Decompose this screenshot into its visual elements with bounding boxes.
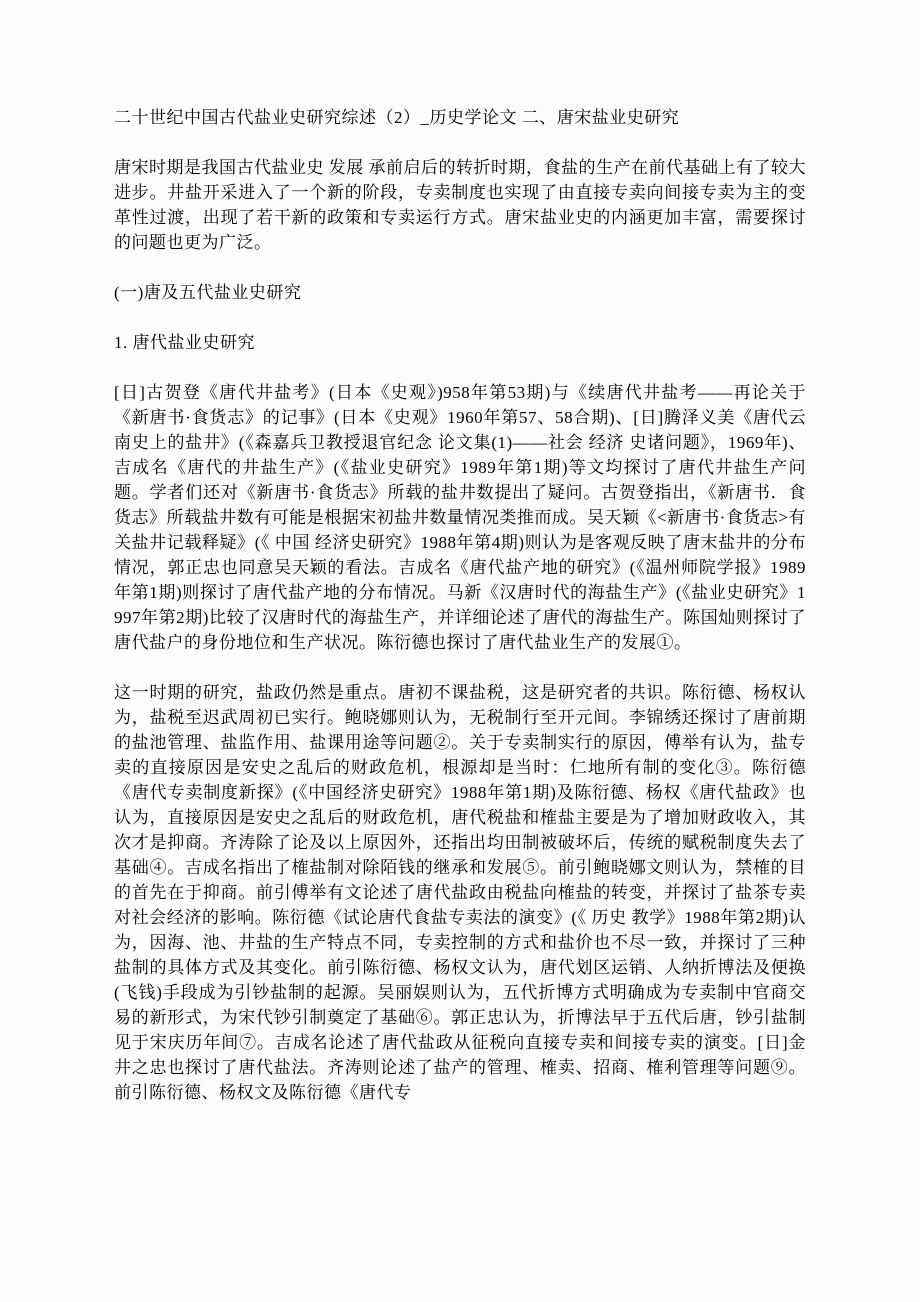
- document-title: 二十世纪中国古代盐业史研究综述（2）_历史学论文 二、唐宋盐业史研究: [114, 108, 680, 127]
- paragraph-tang-well-salt-production: [日]古贺登《唐代井盐考》(日本《史观》)958年第53期)与《续唐代井盐考——再论关于《新唐书·食货志》的记事》(日本《史观》1960年第57、58合期)、[日]腾泽义美《唐代云南史上的盐井》(《森嘉兵卫教授退官纪念 论文集(1)——社会 经济 史诸问题》，1969年)、吉成名《唐代的井盐生产》(《盐业史研究》1989年第1期)等文均探讨了唐代井盐生产问题。学者们还对《新唐书·食货志》所载的盐井数提出了疑问。古贺登指出，《新唐书．食货志》所载盐井数有可能是根据宋初盐井数量情况类推而成。吴天颖《<新唐书·食货志>有关盐井记载释疑》(《 中国 经济史研究》1988年第4期)则认为是客观反映了唐末盐井的分布情况，郭正忠也同意吴天颖的看法。吉成名《唐代盐产地的研究》(《温州师院学报》1989年第1期)则探讨了唐代盐产地的分布情况。马新《汉唐时代的海盐生产》(《盐业史研究》1997年第2期)比较了汉唐时代的海盐生产，并详细论述了唐代的海盐生产。陈国灿则探讨了唐代盐户的身份地位和生产状况。陈衍德也探讨了唐代盐业生产的发展①。: [114, 383, 806, 652]
- section-heading: (一)唐及五代盐业史研究: [114, 283, 302, 302]
- paragraph-tang-salt-policy: 这一时期的研究，盐政仍然是重点。唐初不课盐税，这是研究者的共识。陈衍德、杨权认为，盐税至迟武周初已实行。鲍晓娜则认为，无税制行至开元间。李锦绣还探讨了唐前期的盐池管理、盐监作用、盐课用途等问题②。关于专卖制实行的原因，傅举有认为，盐专卖的直接原因是安史之乱后的财政危机，根源却是当时：仁地所有制的变化③。陈衍德《唐代专卖制度新探》(《中国经济史研究》1988年第1期)及陈衍德、杨权《唐代盐政》也认为，直接原因是安史之乱后的财政危机，唐代税盐和榷盐主要是为了增加财政收入，其次才是抑商。齐涛除了论及以上原因外，还指出均田制被破坏后，传统的赋税制度失去了基础④。吉成名指出了榷盐制对除陌钱的继承和发展⑤。前引鲍晓娜文则认为，禁榷的目的首先在于抑商。前引傅举有文论述了唐代盐政由税盐向榷盐的转变，并探讨了盐茶专卖对社会经济的影响。陈衍德《试论唐代食盐专卖法的演变》(《 历史 教学》1988年第2期)认为，因海、池、井盐的生产特点不同，专卖控制的方式和盐价也不尽一致，并探讨了三种盐制的具体方式及其变化。前引陈衍德、杨权文认为，唐代划区运销、人纳折博法及便换(飞钱)手段成为引钞盐制的起源。吴丽娱则认为，五代折博方式明确成为专卖制中官商交易的新形式，为宋代钞引制奠定了基础⑥。郭正忠认为，折博法早于五代后唐，钞引盐制见于宋庆历年间⑦。吉成名论述了唐代盐政从征税向直接专卖和间接专卖的演变。[日]金井之忠也探讨了唐代盐法。齐涛则论述了盐产的管理、榷卖、招商、榷利管理等问题⑨。前引陈衍德、杨权文及陈衍德《唐代专: [114, 683, 806, 1102]
- intro-paragraph: 唐宋时期是我国古代盐业史 发展 承前启后的转折时期，食盐的生产在前代基础上有了较大进步。井盐开采进入了一个新的阶段，专卖制度也实现了由直接专卖向间接专卖为主的变革性过渡，出现了若干新的政策和专卖运行方式。唐宋盐业史的内涵更加丰富，需要探讨的问题也更为广泛。: [114, 158, 806, 252]
- subsection-heading: 1. 唐代盐业史研究: [114, 333, 255, 352]
